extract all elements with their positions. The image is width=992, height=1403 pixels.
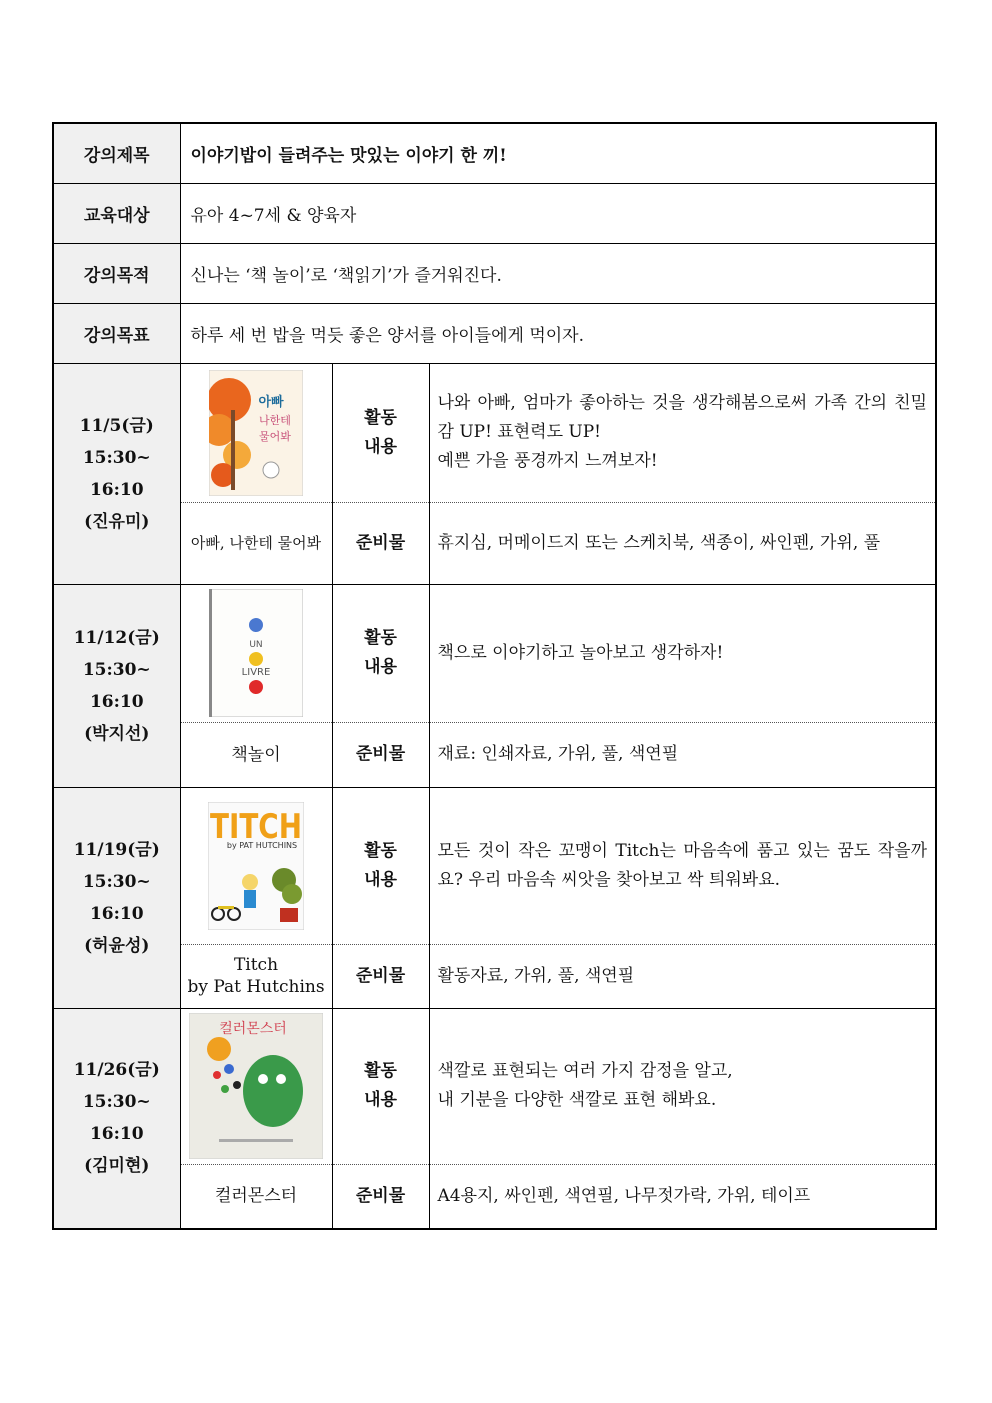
session-time-start: 15:30~ bbox=[82, 447, 151, 468]
session-date: 11/5(금) bbox=[79, 415, 154, 436]
activity-label: 활동 내용 bbox=[332, 584, 429, 722]
session-instructor: (진유미) bbox=[84, 511, 150, 532]
materials-label: 준비물 bbox=[332, 502, 429, 584]
materials-label: 준비물 bbox=[332, 722, 429, 787]
session-time-start: 15:30~ bbox=[82, 871, 151, 892]
materials-content: 활동자료, 가위, 풀, 색연필 bbox=[429, 944, 936, 1008]
session-time-end: 16:10 bbox=[89, 1124, 144, 1145]
purpose-row bbox=[53, 243, 936, 303]
title-row bbox=[53, 123, 936, 183]
book-title: 컬러몬스터 bbox=[180, 1164, 332, 1229]
materials-label: 준비물 bbox=[332, 944, 429, 1008]
session-date: 11/26(금) bbox=[73, 1060, 160, 1081]
cover-title-titch: TITCH bbox=[210, 806, 302, 847]
cover-title-color-monster: 컬러몬스터 bbox=[219, 1021, 287, 1037]
session-time-end: 16:10 bbox=[89, 691, 144, 712]
cover-subtitle: by PAT HUTCHINS bbox=[226, 840, 298, 850]
session-2-activity-row bbox=[53, 584, 936, 722]
materials-label: 준비물 bbox=[332, 1164, 429, 1229]
book-cover-cell bbox=[180, 363, 332, 502]
activity-label: 활동 내용 bbox=[332, 1008, 429, 1164]
target-row bbox=[53, 183, 936, 243]
session-instructor: (김미현) bbox=[84, 1156, 150, 1177]
book-cover-image bbox=[189, 1013, 323, 1159]
session-4-materials-row bbox=[53, 1164, 936, 1229]
goal-row bbox=[53, 303, 936, 363]
materials-content: 재료: 인쇄자료, 가위, 풀, 색연필 bbox=[429, 722, 936, 787]
book-author: by Pat Hutchins bbox=[187, 977, 325, 997]
goal-label: 강의목표 bbox=[53, 303, 180, 363]
session-instructor: (박지선) bbox=[84, 723, 150, 744]
session-time-end: 16:10 bbox=[89, 479, 144, 500]
activity-label: 활동 내용 bbox=[332, 787, 429, 944]
session-2-materials-row bbox=[53, 722, 936, 787]
session-3-activity-row bbox=[53, 787, 936, 944]
cover-title-line3: 물어봐 bbox=[259, 429, 291, 443]
target-label: 교육대상 bbox=[53, 183, 180, 243]
session-1-info bbox=[53, 363, 180, 584]
activity-label: 활동 내용 bbox=[332, 363, 429, 502]
book-cover-image bbox=[209, 589, 303, 717]
session-4-activity-row bbox=[53, 1008, 936, 1164]
activity-content: 모든 것이 작은 꼬맹이 Titch는 마음속에 품고 있는 꿈도 작을까요? 우리 마음속 씨앗을 찾아보고 싹 틔워봐요. bbox=[429, 787, 936, 944]
cover-title-livre: LIVRE bbox=[241, 667, 271, 678]
book-cover-cell bbox=[180, 1008, 332, 1164]
session-2-info bbox=[53, 584, 180, 787]
lecture-title-label: 강의제목 bbox=[53, 123, 180, 183]
book-title-cell bbox=[180, 944, 332, 1008]
session-date: 11/19(금) bbox=[73, 839, 160, 860]
book-cover-image bbox=[208, 802, 304, 930]
session-3-materials-row bbox=[53, 944, 936, 1008]
activity-content: 색깔로 표현되는 여러 가지 감정을 알고, 내 기분을 다양한 색깔로 표현 해봐요. bbox=[429, 1008, 936, 1164]
activity-content: 나와 아빠, 엄마가 좋아하는 것을 생각해봄으로써 가족 간의 친밀감 UP! 표현력도 UP! 예쁜 가을 풍경까지 느껴보자! bbox=[429, 363, 936, 502]
session-time-start: 15:30~ bbox=[82, 1092, 151, 1113]
session-1-activity-row bbox=[53, 363, 936, 502]
purpose-value: 신나는 ‘책 놀이’로 ‘책읽기’가 즐거워진다. bbox=[180, 243, 936, 303]
session-4-info bbox=[53, 1008, 180, 1229]
activity-content: 책으로 이야기하고 놀아보고 생각하자! bbox=[429, 584, 936, 722]
session-instructor: (허윤성) bbox=[84, 935, 150, 956]
book-title: 아빠, 나한테 물어봐 bbox=[180, 502, 332, 584]
cover-title-un: UN bbox=[249, 640, 263, 650]
purpose-label: 강의목적 bbox=[53, 243, 180, 303]
session-3-info bbox=[53, 787, 180, 1008]
materials-content: 휴지심, 머메이드지 또는 스케치북, 색종이, 싸인펜, 가위, 풀 bbox=[429, 502, 936, 584]
lecture-title-value: 이야기밥이 들려주는 맛있는 이야기 한 끼! bbox=[180, 123, 936, 183]
session-date: 11/12(금) bbox=[73, 627, 160, 648]
lecture-plan-table bbox=[52, 122, 937, 1230]
cover-title-line1: 아빠 bbox=[258, 394, 284, 410]
book-title: Titch bbox=[233, 955, 279, 975]
book-cover-cell bbox=[180, 787, 332, 944]
session-time-end: 16:10 bbox=[89, 903, 144, 924]
materials-content: A4용지, 싸인펜, 색연필, 나무젓가락, 가위, 테이프 bbox=[429, 1164, 936, 1229]
cover-title-line2: 나한테 bbox=[259, 413, 291, 427]
session-1-materials-row bbox=[53, 502, 936, 584]
book-cover-cell bbox=[180, 584, 332, 722]
session-time-start: 15:30~ bbox=[82, 659, 151, 680]
goal-value: 하루 세 번 밥을 먹듯 좋은 양서를 아이들에게 먹이자. bbox=[180, 303, 936, 363]
book-title: 책놀이 bbox=[180, 722, 332, 787]
target-value: 유아 4~7세 & 양육자 bbox=[180, 183, 936, 243]
book-cover-image bbox=[209, 370, 303, 496]
